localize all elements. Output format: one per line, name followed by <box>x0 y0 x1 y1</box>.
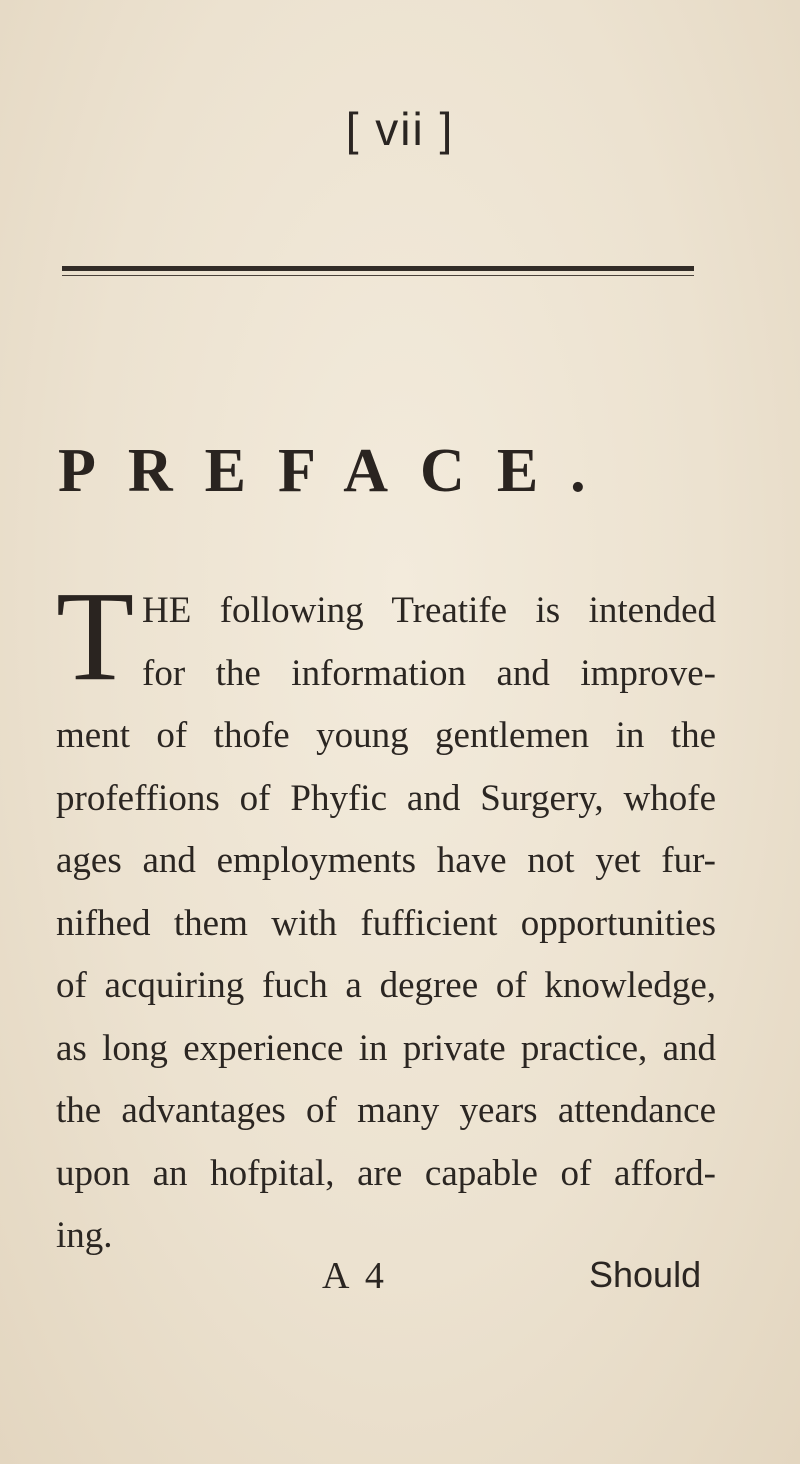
drop-cap: T <box>56 565 135 707</box>
body-line: nifhed them with fufficient opportunities <box>56 902 716 944</box>
body-line: upon an hofpital, are capable of afford- <box>56 1152 716 1194</box>
body-line: profeffions of Phyfic and Surgery, whofe <box>56 777 716 819</box>
page-number: [ vii ] <box>345 103 455 155</box>
body-line: ages and employments have not yet fur- <box>56 840 716 881</box>
body-line: as long experience in private practice, and <box>56 1027 716 1069</box>
body-line: ment of thofe young gentlemen in the <box>56 715 716 756</box>
body-line: the advantages of many years attendance <box>56 1090 716 1131</box>
header-rule-thick <box>62 266 694 271</box>
body-line: for the information and improve- <box>142 652 716 694</box>
body-line: of acquiring fuch a degree of knowledge, <box>56 965 716 1006</box>
preface-body <box>56 580 716 1268</box>
body-line: ing. <box>56 1215 113 1256</box>
signature-mark: A 4 <box>322 1255 388 1297</box>
body-line: HE following Treatife is intended <box>142 590 716 631</box>
header-rule-thin <box>62 275 694 276</box>
catchword: Should <box>589 1254 702 1295</box>
preface-heading: PREFACE. <box>58 437 618 505</box>
footer-line <box>0 1254 800 1314</box>
